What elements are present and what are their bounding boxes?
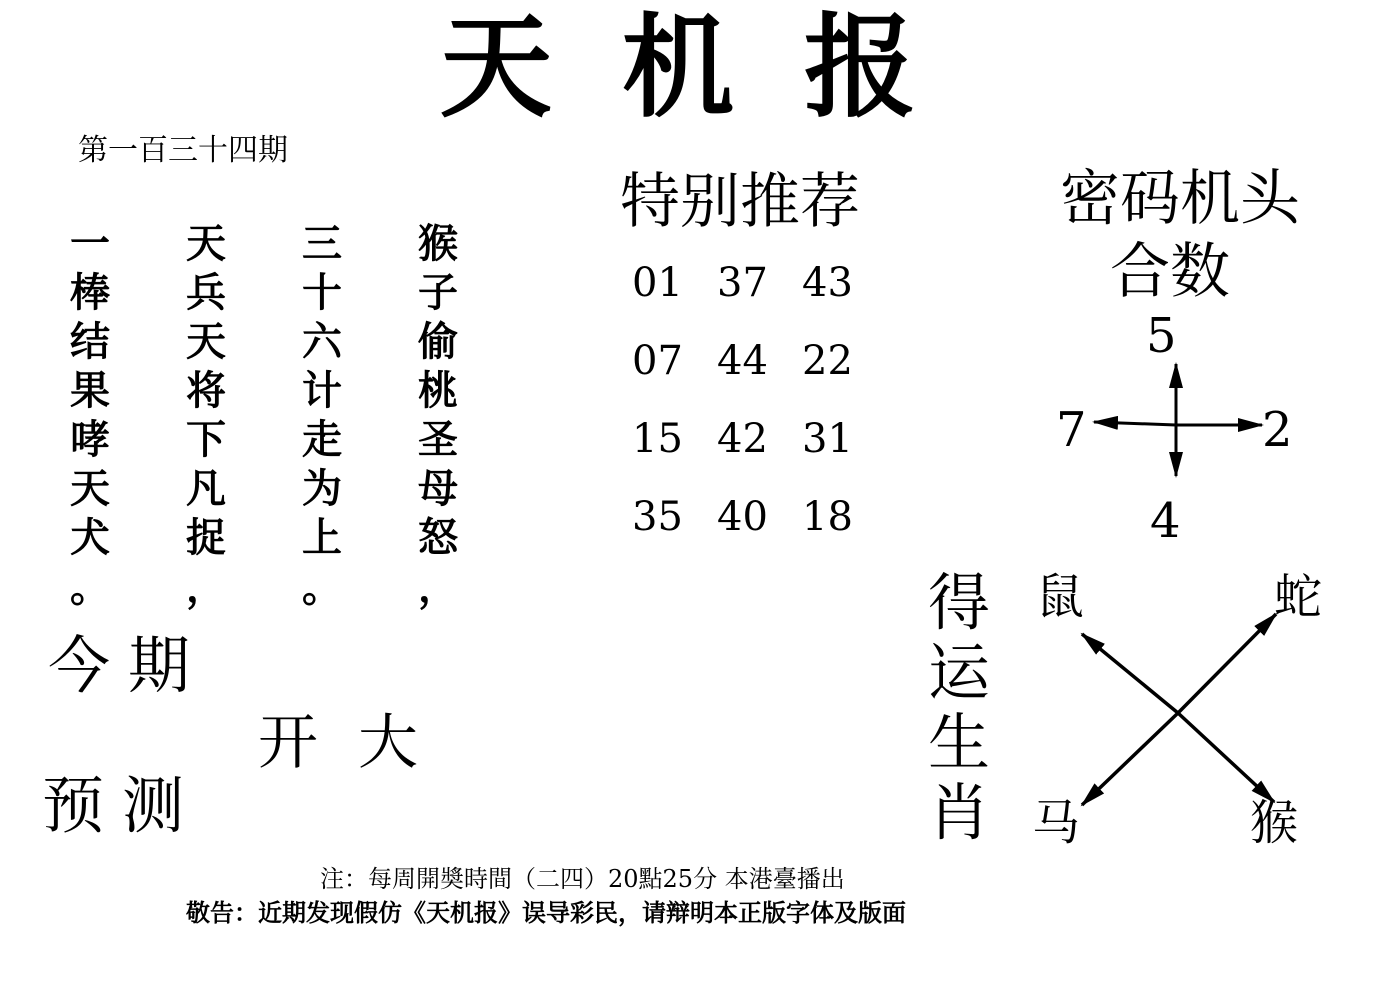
zodiac-bottom-left: 马: [1032, 795, 1081, 851]
code-head-north: 5: [1146, 308, 1177, 364]
poem-char: 子: [418, 270, 458, 316]
number-cell: 22: [802, 338, 853, 384]
arrow-left-icon: [1094, 422, 1176, 425]
poem-char: 结: [70, 319, 110, 365]
code-head-west: 7: [1056, 402, 1087, 458]
number-cell: 37: [717, 260, 768, 306]
number-cell: 43: [802, 260, 853, 306]
zodiac-bottom-right: 猴: [1250, 795, 1299, 851]
poem-punctuation: 。: [302, 565, 342, 611]
poem-char: 偷: [418, 319, 458, 365]
poem-char: 上: [302, 515, 342, 561]
poem-char: 兵: [186, 270, 226, 316]
arrow-down-left-icon: [1082, 713, 1178, 805]
newspaper-masthead: 天机报: [440, 3, 986, 133]
issue-number: 第一百三十四期: [78, 133, 288, 168]
number-cell: 42: [717, 416, 768, 462]
poem-punctuation: 。: [70, 565, 110, 611]
poem-char: 下: [186, 417, 226, 463]
poem-char: 圣: [418, 417, 458, 463]
poem-char: 猴: [418, 221, 458, 267]
poem-char: 走: [302, 417, 342, 463]
lucky-zodiac-title: 得运生肖: [928, 566, 991, 849]
poem-char: 为: [302, 466, 342, 512]
authenticity-warning: 敬告：近期发现假仿《天机报》误导彩民，请辩明本正版字体及版面: [186, 899, 906, 927]
poem-char: 凡: [186, 466, 226, 512]
zodiac-x-arrows: [1082, 614, 1276, 805]
number-cell: 07: [632, 338, 683, 384]
poem-char: 天: [70, 466, 110, 512]
poem-char: 犬: [70, 515, 110, 561]
poem-char: 一: [70, 221, 110, 267]
number-cell: 35: [632, 494, 683, 540]
poem-punctuation: ，: [186, 565, 226, 611]
code-head-south: 4: [1150, 493, 1181, 549]
poem-punctuation: ，: [418, 565, 458, 611]
special-recommendation-title: 特别推荐: [620, 167, 860, 237]
code-head-cross-arrows: [1094, 364, 1262, 476]
prediction-label-part2: 预测: [42, 769, 203, 842]
poem-char: 十: [302, 270, 342, 316]
poem-char: 六: [302, 319, 342, 365]
poem-char: 天: [186, 319, 226, 365]
arrow-down-right-icon: [1178, 713, 1274, 802]
code-head-subtitle: 合数: [1110, 237, 1230, 307]
poem-char: 哮: [70, 417, 110, 463]
zodiac-top-left: 鼠: [1036, 569, 1085, 625]
poem-char: 怒: [418, 515, 458, 561]
poem-char: 三: [302, 221, 342, 267]
poem-char: 捉: [186, 515, 226, 561]
prediction-value: 开大: [258, 708, 458, 778]
broadcast-note: 注：每周開奬時間（二四）20點25分 本港臺播出: [320, 865, 845, 893]
zodiac-top-right: 蛇: [1274, 569, 1323, 625]
code-head-east: 2: [1262, 402, 1293, 458]
prediction-label-part1: 今期: [48, 629, 209, 702]
poem-char: 桃: [418, 368, 458, 414]
number-cell: 44: [717, 338, 768, 384]
number-cell: 18: [802, 494, 853, 540]
poem-char: 果: [70, 368, 110, 414]
number-cell: 40: [717, 494, 768, 540]
arrow-up-right-icon: [1178, 614, 1276, 713]
arrow-up-left-icon: [1082, 634, 1178, 713]
code-head-title: 密码机头: [1060, 164, 1300, 234]
number-cell: 01: [632, 260, 683, 306]
poem-char: 将: [186, 368, 226, 414]
poem-char: 母: [418, 466, 458, 512]
number-cell: 31: [802, 416, 853, 462]
poem-char: 计: [302, 368, 342, 414]
poem-char: 天: [186, 221, 226, 267]
poem-char: 棒: [70, 270, 110, 316]
number-cell: 15: [632, 416, 683, 462]
